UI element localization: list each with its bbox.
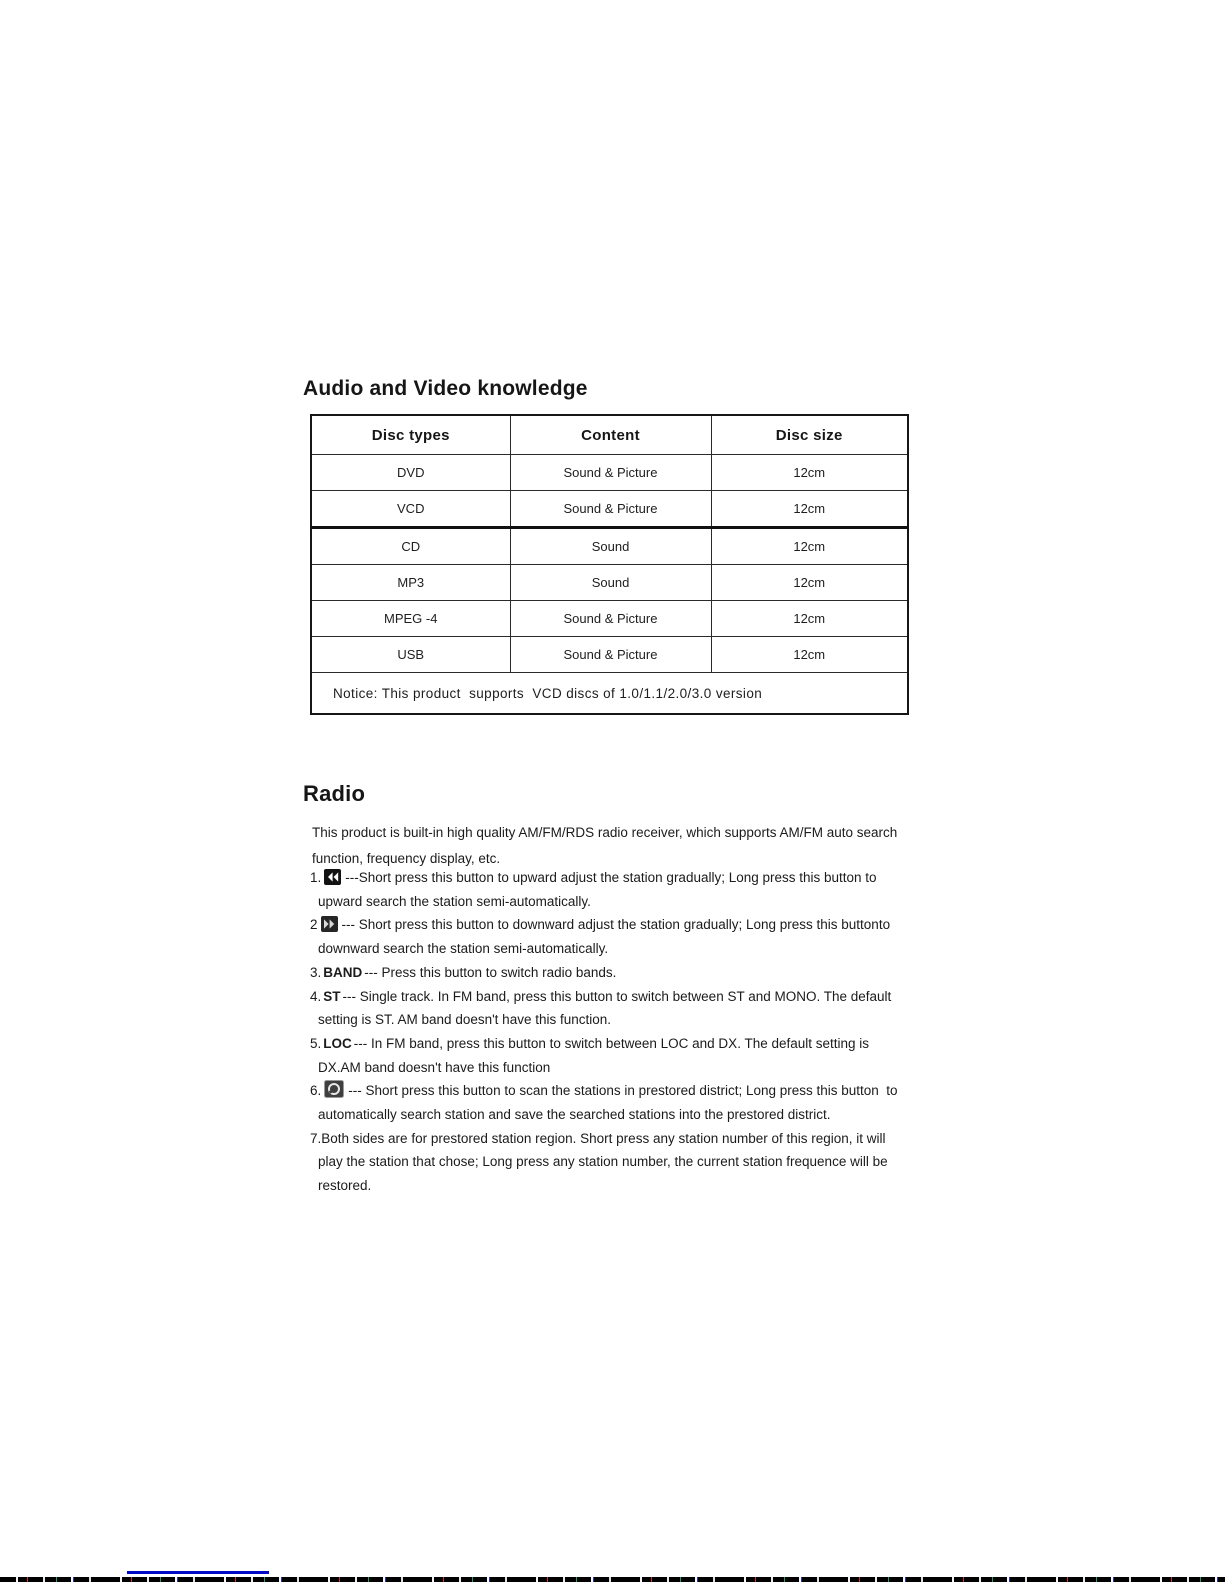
- rewind-icon: [324, 869, 341, 885]
- item-button-name: ST: [323, 988, 341, 1004]
- cell-disc-size: 12cm: [711, 601, 908, 637]
- item-text: ---Short press this button to upward adjust the station gradually; Long press this button to upward search the station semi-automatically.: [318, 870, 881, 909]
- radio-intro-text: This product is built-in high quality AM/FM/RDS radio receiver, which supports AM/FM auto search function, frequency display, etc.: [312, 825, 901, 866]
- fast-forward-icon: [321, 916, 338, 932]
- item-text: --- Short press this button to downward adjust the station gradually; Long press this buttonto downward search the station semi-automatically.: [318, 917, 894, 957]
- radio-instruction-list: [310, 866, 902, 1198]
- item-button-name: BAND: [323, 964, 363, 980]
- cell-disc-size: 12cm: [711, 491, 908, 528]
- section-title-radio: Radio: [303, 781, 366, 806]
- scan-artifact-noise-strip: [0, 1577, 1225, 1582]
- cell-disc-size: 12cm: [711, 565, 908, 601]
- cell-disc-type: USB: [311, 637, 510, 673]
- section-title-audio-video-knowledge: Audio and Video knowledge: [303, 377, 588, 400]
- table-notice-row: [311, 673, 908, 715]
- item-text: Both sides are for prestored station region. Short press any station number of this region, it will play the station that chose; Long press any station number, the current station frequence will be restored.: [318, 1130, 896, 1194]
- table-row-mpeg4: [311, 601, 908, 637]
- item-text: --- Single track. In FM band, press this button to switch between ST and MONO. The default setting is ST. AM band doesn't have this function.: [318, 988, 896, 1028]
- cell-disc-size: 12cm: [711, 528, 908, 565]
- cell-disc-type: MPEG -4: [311, 601, 510, 637]
- cell-content: Sound & Picture: [510, 491, 711, 528]
- cell-disc-type: DVD: [311, 455, 510, 491]
- cell-disc-type: VCD: [311, 491, 510, 528]
- cell-content: Sound & Picture: [510, 637, 711, 673]
- table-notice-text: Notice: This product supports VCD discs of 1.0/1.1/2.0/3.0 version: [311, 673, 908, 715]
- table-row-usb: [311, 637, 908, 673]
- item-number: 6.: [310, 1083, 322, 1099]
- cell-disc-type: MP3: [311, 565, 510, 601]
- cell-content: Sound & Picture: [510, 601, 711, 637]
- col-header-disc-types: Disc types: [311, 415, 510, 455]
- list-item-band: [310, 961, 902, 985]
- list-item-preset-scan: [310, 1079, 902, 1126]
- item-text: --- In FM band, press this button to switch between LOC and DX. The default setting is DX.AM band doesn't have this function: [318, 1035, 873, 1075]
- table-row-vcd: [311, 491, 908, 528]
- col-header-content: Content: [510, 415, 711, 455]
- cell-disc-size: 12cm: [711, 637, 908, 673]
- item-number: 5.: [310, 1035, 322, 1051]
- cell-content: Sound: [510, 565, 711, 601]
- table-row-cd: [311, 528, 908, 565]
- table-header-row: [311, 415, 908, 455]
- item-button-name: LOC: [323, 1035, 352, 1051]
- item-text: --- Press this button to switch radio bands.: [364, 964, 617, 980]
- table-row-dvd: [311, 455, 908, 491]
- item-number: 4.: [310, 988, 322, 1004]
- list-item-tune-down: [310, 913, 902, 960]
- disc-info-table: [310, 414, 909, 715]
- item-number: 1.: [310, 870, 322, 885]
- cell-disc-type: CD: [311, 528, 510, 565]
- item-number: 3.: [310, 964, 322, 980]
- list-item-preset-stations: [310, 1127, 902, 1198]
- list-item-tune-up: [310, 866, 902, 913]
- list-item-loc: [310, 1032, 902, 1079]
- item-number: 7.: [310, 1130, 322, 1146]
- preset-scan-icon: [324, 1080, 344, 1098]
- table-row-mp3: [311, 565, 908, 601]
- item-number: 2: [310, 917, 318, 933]
- cell-content: Sound & Picture: [510, 455, 711, 491]
- cell-disc-size: 12cm: [711, 455, 908, 491]
- col-header-disc-size: Disc size: [711, 415, 908, 455]
- scan-artifact-blue-underline: [127, 1571, 269, 1574]
- cell-content: Sound: [510, 528, 711, 565]
- list-item-st: [310, 985, 902, 1032]
- item-text: --- Short press this button to scan the stations in prestored district; Long press this button to automatically search station and save the searched stations into the prestored district.: [318, 1083, 902, 1123]
